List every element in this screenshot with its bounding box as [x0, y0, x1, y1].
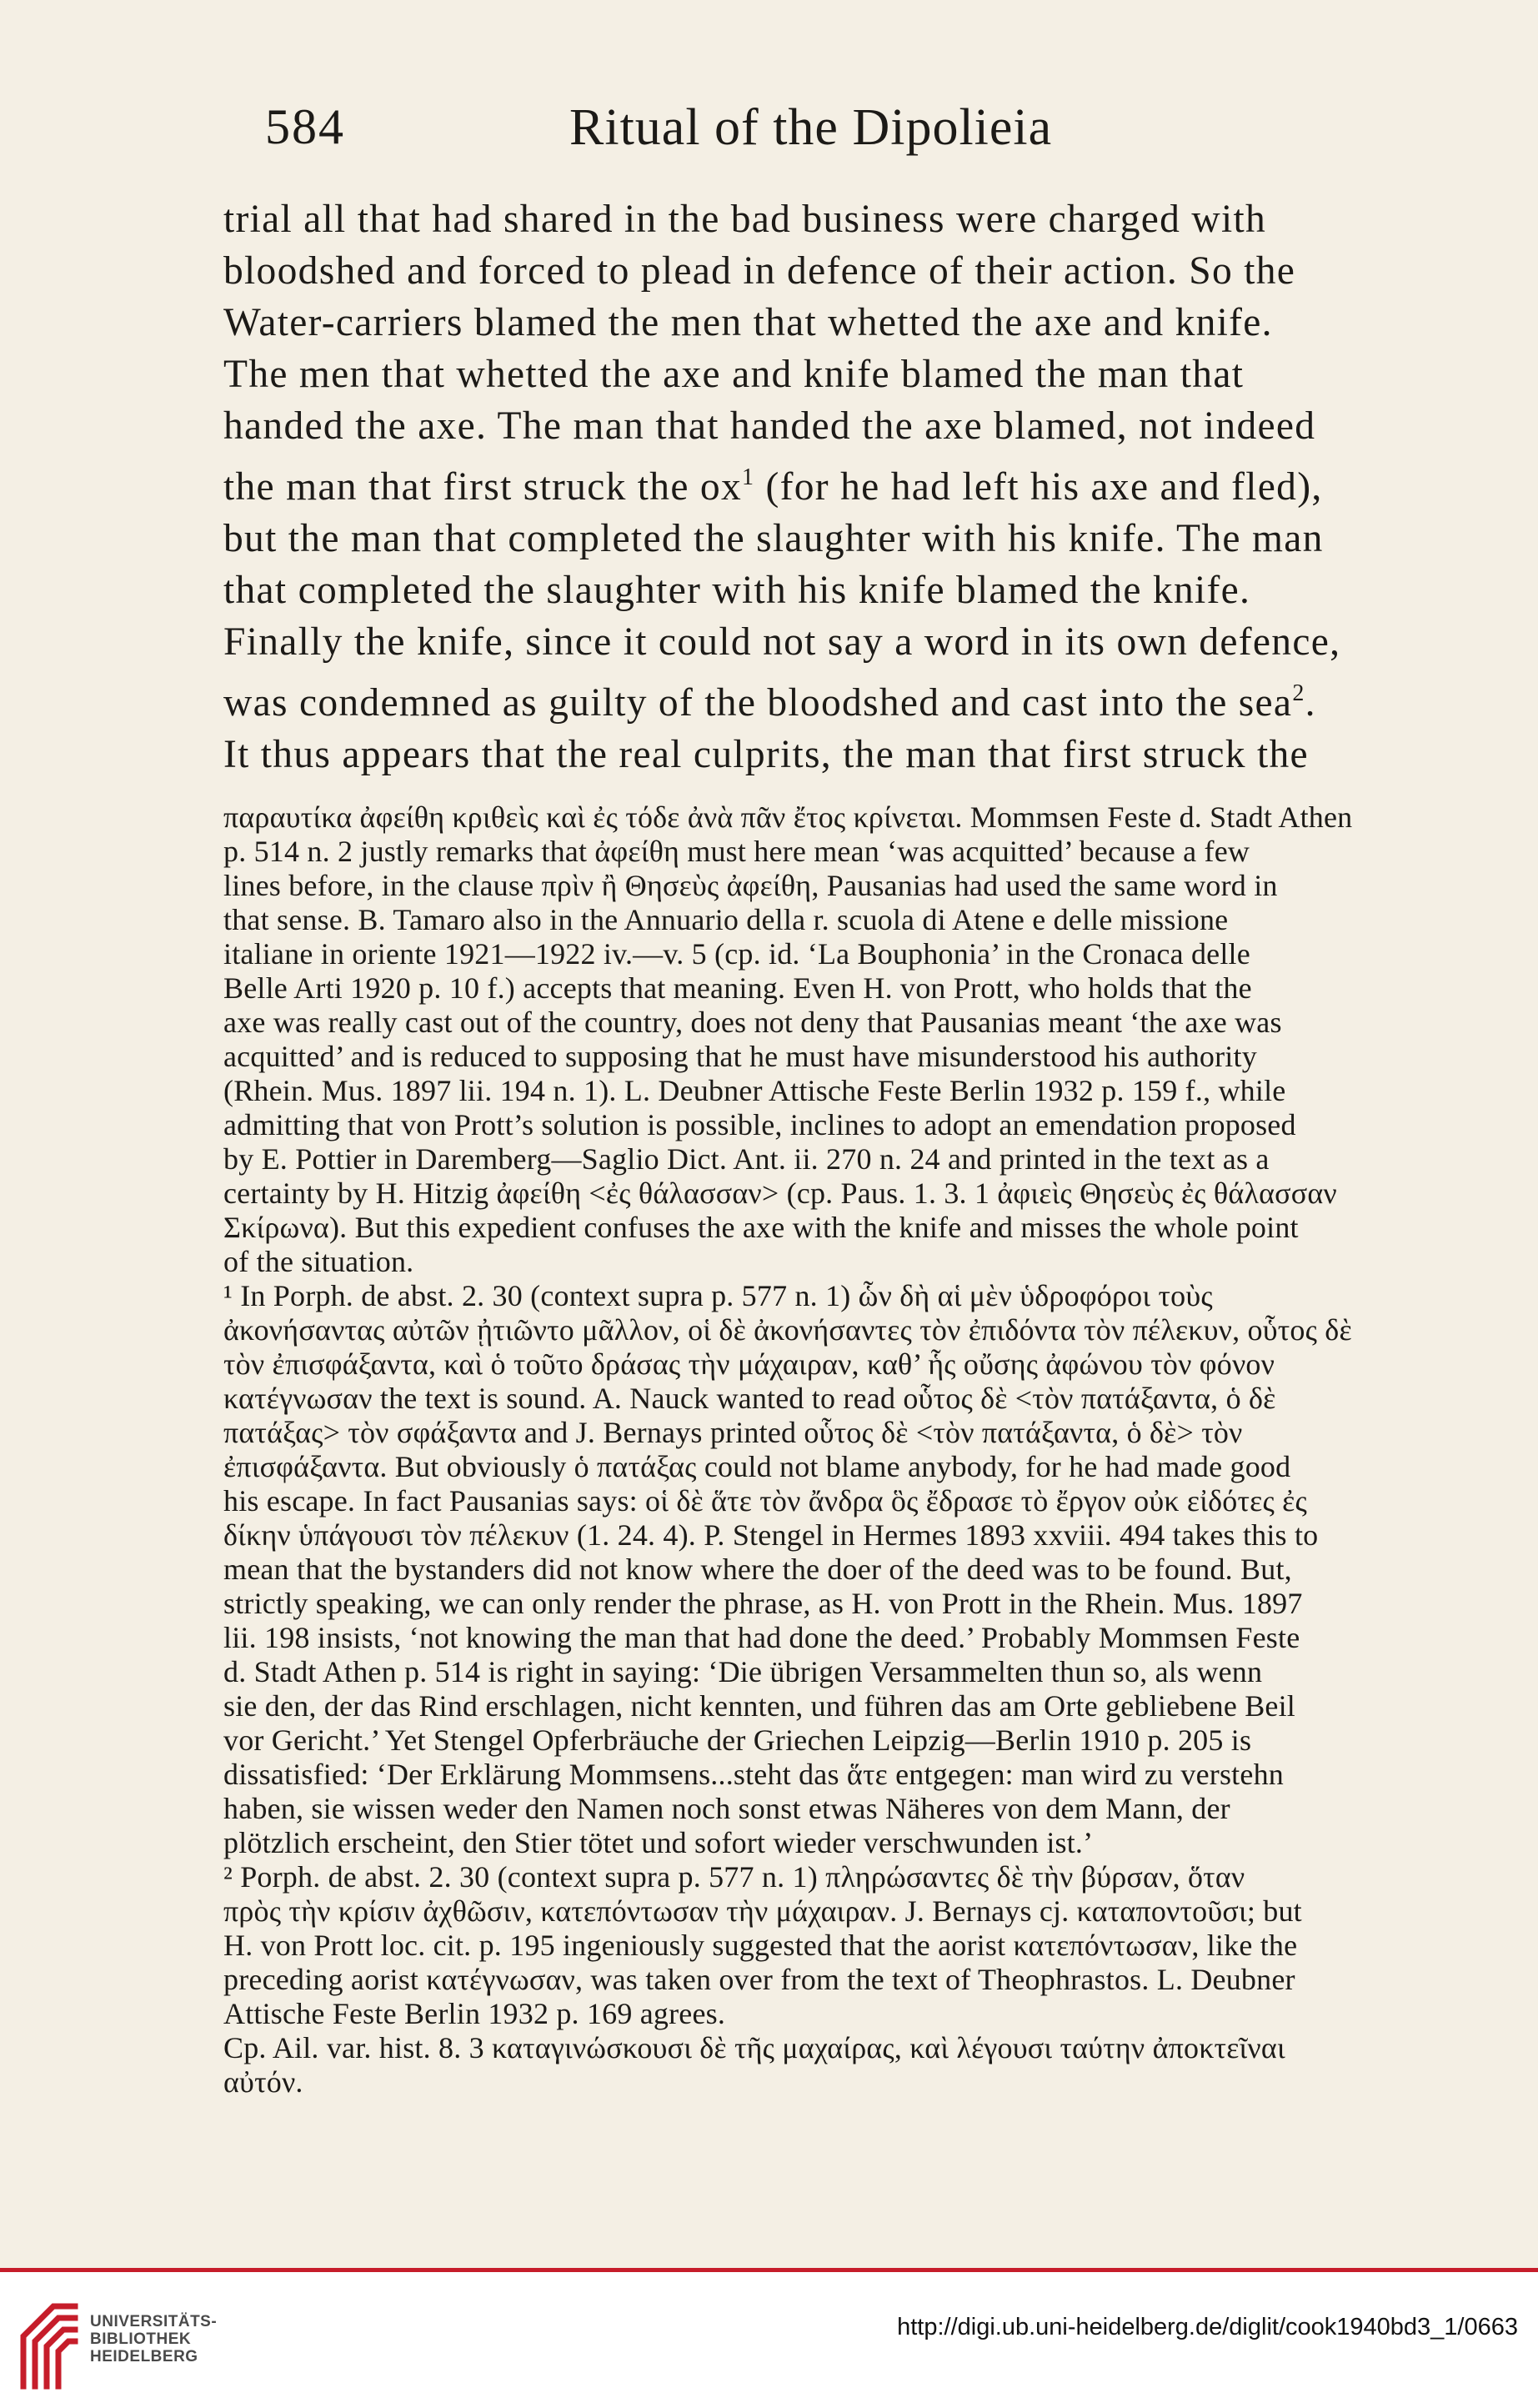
body-text-segment: . — [1305, 681, 1316, 725]
library-name-line: BIBLIOTHEK — [90, 2330, 192, 2348]
footnote-line: Belle Arti 1920 p. 10 f.) accepts that meaning. Even H. von Prott, who holds that the — [223, 971, 1252, 1005]
body-text-line: trial all that had shared in the bad business were charged with — [223, 198, 1267, 241]
body-text-line — [223, 668, 1424, 729]
footnote-line: H. von Prott loc. cit. p. 195 ingeniously suggested that the aorist κατεπόντωσαν, like the — [223, 1929, 1298, 1962]
footnote-line: d. Stadt Athen p. 514 is right in saying: ‘Die übrigen Versammelten thun so, als wenn — [223, 1655, 1263, 1688]
footnote-line: his escape. In fact Pausanias says: οἱ δὲ ἅτε τὸν ἄνδρα ὃς ἔδρασε τὸ ἔργον οὐκ εἰδότες ἐς — [223, 1484, 1307, 1518]
footnote-line: italiane in oriente 1921—1922 iv.—v. 5 (cp. id. ‘La Bouphonia’ in the Cronaca delle — [223, 937, 1250, 971]
body-text-segment: the man that first struck the ox — [223, 465, 743, 509]
footnote-line: (Rhein. Mus. 1897 lii. 194 n. 1). L. Deubner Attische Feste Berlin 1932 p. 159 f., while — [223, 1074, 1286, 1107]
footnote-line: lines before, in the clause πρὶν ἢ Θησεὺς ἀφείθη, Pausanias had used the same word in — [223, 869, 1278, 902]
footnote-line: lii. 198 insists, ‘not knowing the man that had done the deed.’ Probably Mommsen Feste — [223, 1621, 1300, 1654]
footnote-line: τὸν ἐπισφάξαντα, καὶ ὁ τοῦτο δράσας τὴν μάχαιραν, καθ’ ἧς οὔσης ἀφώνου τὸν φόνον — [223, 1347, 1275, 1381]
footnote-line: Cp. Ail. var. hist. 8. 3 καταγινώσκουσι δὲ τῆς μαχαίρας, καὶ λέγουσι ταύτην ἀποκτεῖναι — [223, 2031, 1285, 2064]
body-text-line — [223, 452, 1424, 513]
footnote-line: ¹ In Porph. de abst. 2. 30 (context supra p. 577 n. 1) ὧν δὴ αἱ μὲν ὑδροφόροι τοὺς — [223, 1279, 1213, 1312]
footnote-line: preceding aorist κατέγνωσαν, was taken over from the text of Theophrastos. L. Deubner — [223, 1963, 1295, 1996]
body-text-segment: (for he had left his axe and fled), — [754, 465, 1323, 509]
footnote-line: sie den, der das Rind erschlagen, nicht kennten, und führen das am Orte gebliebene Beil — [223, 1689, 1295, 1723]
footnote-line: by E. Pottier in Daremberg—Saglio Dict. Ant. ii. 270 n. 24 and printed in the text as a — [223, 1142, 1270, 1176]
body-text-segment: was condemned as guilty of the bloodshed and cast into the sea — [223, 681, 1293, 725]
footnote-line: that sense. B. Tamaro also in the Annuario della r. scuola di Atene e delle missione — [223, 903, 1229, 936]
footnote-line: vor Gericht.’ Yet Stengel Opferbräuche der Griechen Leipzig—Berlin 1910 p. 205 is — [223, 1723, 1252, 1757]
footnote-line: Σκίρωνα). But this expedient confuses the axe with the knife and misses the whole point — [223, 1211, 1299, 1244]
body-text-line: that completed the slaughter with his knife blamed the knife. — [223, 569, 1251, 612]
library-name-line: UNIVERSITÄTS- — [90, 2313, 218, 2330]
footnote-line: ἀκονήσαντας αὐτῶν ᾐτιῶντο μᾶλλον, οἱ δὲ ἀκονήσαντες τὸν ἐπιδόντα τὸν πέλεκυν, οὗτος δὲ — [223, 1313, 1352, 1347]
ub-heidelberg-logo-icon — [17, 2300, 79, 2391]
footnote-line: δίκην ὑπάγουσι τὸν πέλεκυν (1. 24. 4). P. Stengel in Hermes 1893 xxviii. 494 takes this to — [223, 1518, 1319, 1552]
footnote-line: of the situation. — [223, 1245, 414, 1278]
library-name-line: HEIDELBERG — [90, 2348, 198, 2365]
body-text-line: Water-carriers blamed the men that whetted the axe and knife. — [223, 301, 1273, 344]
footnote-line: παραυτίκα ἀφείθη κριθεὶς καὶ ἐς τόδε ἀνὰ πᾶν ἔτος κρίνεται. Mommsen Feste d. Stadt Athen — [223, 800, 1353, 834]
source-url-link[interactable]: http://digi.ub.uni-heidelberg.de/diglit/cook1940bd3_1/0663 — [897, 2314, 1518, 2340]
footnote-line: admitting that von Prott’s solution is possible, inclines to adopt an emendation proposed — [223, 1108, 1296, 1141]
library-name — [90, 2313, 217, 2365]
body-text-line: bloodshed and forced to plead in defence of their action. So the — [223, 249, 1296, 293]
body-text-line: Finally the knife, since it could not say a word in its own defence, — [223, 620, 1341, 664]
footnote-marker: 2 — [1292, 680, 1305, 706]
page-number: 584 — [265, 99, 345, 154]
body-text-line: The men that whetted the axe and knife blamed the man that — [223, 353, 1245, 396]
footnote-line: acquitted’ and is reduced to supposing that he must have misunderstood his authority — [223, 1040, 1257, 1073]
footnote-line: ² Porph. de abst. 2. 30 (context supra p. 577 n. 1) πληρώσαντες δὲ τὴν βύρσαν, ὅταν — [223, 1860, 1245, 1894]
running-title: Ritual of the Dipolieia — [569, 99, 1053, 156]
page-header — [265, 98, 1474, 190]
body-text-line: It thus appears that the real culprits, the man that first struck the — [223, 733, 1309, 776]
footnote-line: p. 514 n. 2 justly remarks that ἀφείθη must here mean ‘was acquitted’ because a few — [223, 835, 1250, 868]
footnote-line: αὐτόν. — [223, 2065, 303, 2099]
footnote-marker: 1 — [742, 464, 755, 490]
main-text — [223, 193, 1424, 780]
viewer-footer — [0, 2268, 1538, 2408]
footnote-line: certainty by H. Hitzig ἀφείθη <ἐς θάλασσαν> (cp. Paus. 1. 3. 1 ἀφιεὶς Θησεὺς ἐς θάλασσαν — [223, 1176, 1337, 1210]
footnotes — [223, 800, 1440, 2099]
footnote-line: mean that the bystanders did not know where the doer of the deed was to be found. But, — [223, 1553, 1292, 1586]
body-text-line: handed the axe. The man that handed the axe blamed, not indeed — [223, 404, 1316, 448]
footnote-line: πρὸς τὴν κρίσιν ἀχθῶσιν, κατεπόντωσαν τὴν μάχαιραν. J. Bernays cj. καταποντοῦσι; but — [223, 1894, 1302, 1928]
footnote-line: strictly speaking, we can only render the phrase, as H. von Prott in the Rhein. Mus. 1897 — [223, 1587, 1303, 1620]
footer-rule — [0, 2268, 1538, 2272]
footnote-line: Attische Feste Berlin 1932 p. 169 agrees. — [223, 1997, 726, 2030]
footnote-line: plötzlich erscheint, den Stier tötet und sofort wieder verschwunden ist.’ — [223, 1826, 1094, 1859]
footnote-line: πατάξας> τὸν σφάξαντα and J. Bernays printed οὗτος δὲ <τὸν πατάξαντα, ὁ δὲ> τὸν — [223, 1416, 1243, 1449]
footnote-line: κατέγνωσαν the text is sound. A. Nauck wanted to read οὗτος δὲ <τὸν πατάξαντα, ὁ δὲ — [223, 1382, 1276, 1415]
footnote-line: axe was really cast out of the country, does not deny that Pausanias meant ‘the axe was — [223, 1006, 1282, 1039]
footnote-line: ἐπισφάξαντα. But obviously ὁ πατάξας could not blame anybody, for he had made good — [223, 1450, 1291, 1483]
footnote-line: dissatisfied: ‘Der Erklärung Mommsens...steht das ἅτε entgegen: man wird zu verstehn — [223, 1758, 1284, 1791]
footnote-line: haben, sie wissen weder den Namen noch sonst etwas Näheres von dem Mann, der — [223, 1792, 1230, 1825]
body-text-line: but the man that completed the slaughter with his knife. The man — [223, 517, 1324, 560]
